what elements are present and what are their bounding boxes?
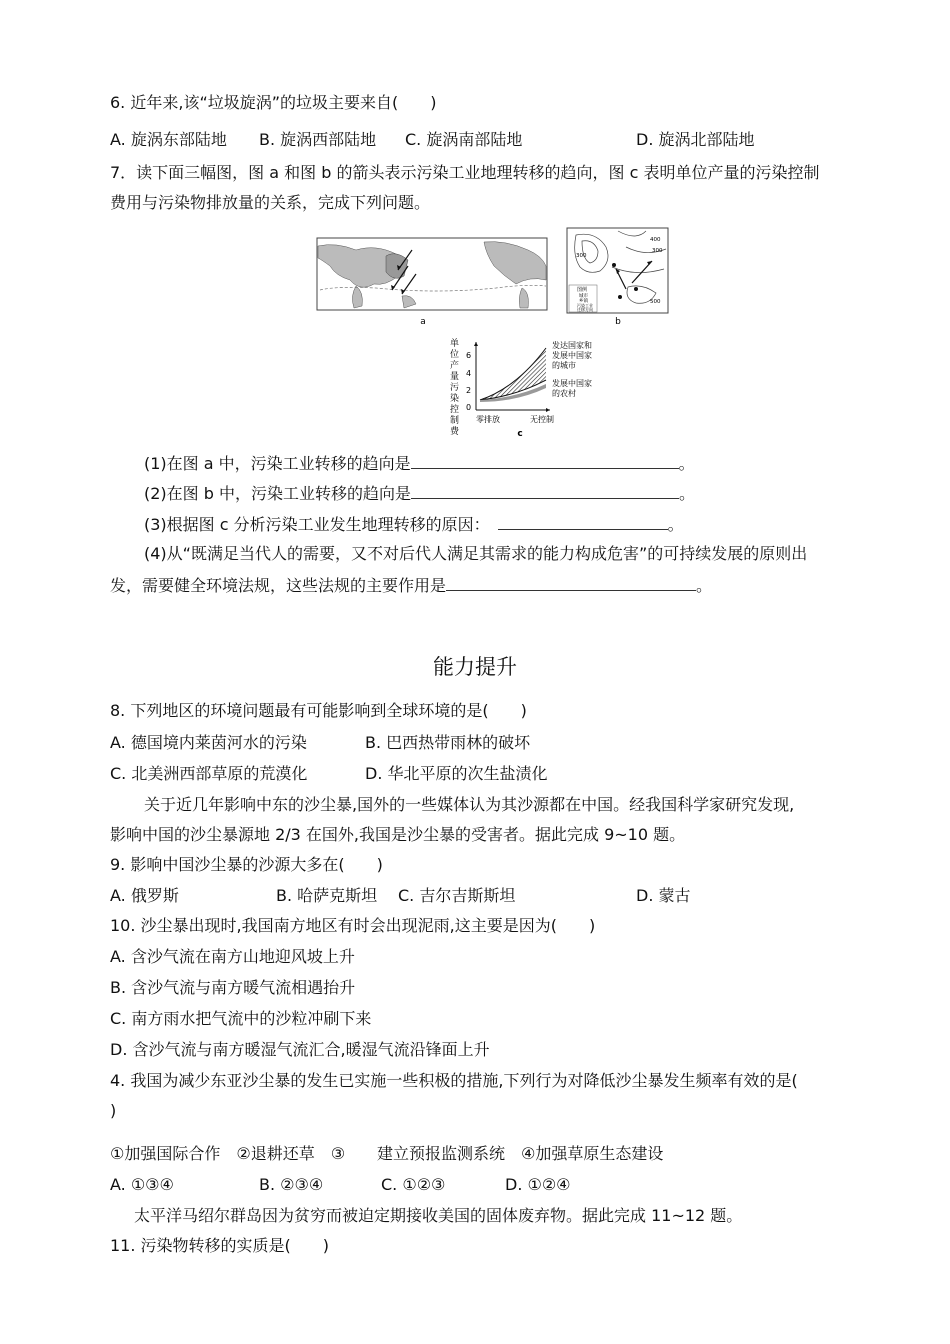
q7-stem-line1: 7．读下面三幅图，图 a 和图 b 的箭头表示污染工业地理转移的趋向，图 c 表明单位产量的污染控制 bbox=[110, 163, 820, 182]
legend-title: 图例 bbox=[577, 287, 588, 293]
figure-a-map bbox=[316, 236, 548, 328]
q10-option-a: A. 含沙气流在南方山地迎风坡上升 bbox=[110, 947, 355, 966]
q6-option-b: B. 旋涡西部陆地 bbox=[259, 130, 377, 149]
section-title: 能力提升 bbox=[433, 655, 517, 679]
passage1-line2: 影响中国的沙尘暴源地 2/3 在国外,我国是沙尘暴的受害者。据此完成 9~10 题。 bbox=[110, 825, 686, 844]
period: 。 bbox=[667, 515, 684, 534]
contour-label: 500 bbox=[650, 299, 661, 305]
x-label-right: 无控制 bbox=[530, 415, 554, 424]
q11-stem: 11. 污染物转移的实质是( ) bbox=[110, 1236, 330, 1255]
q8-option-a: A. 德国境内莱茵河水的污染 bbox=[110, 733, 307, 752]
q7-sub4-line2 bbox=[110, 574, 712, 597]
q4-option-a: A. ①③④ bbox=[110, 1175, 174, 1194]
q4-option-c: C. ①②③ bbox=[381, 1175, 446, 1194]
q7-sub2 bbox=[144, 482, 695, 505]
period: 。 bbox=[696, 576, 713, 595]
q4-option-d: D. ①②④ bbox=[505, 1175, 571, 1194]
figure-c-chart bbox=[446, 336, 624, 440]
answer-blank[interactable] bbox=[411, 452, 679, 469]
y-tick: 2 bbox=[466, 386, 472, 395]
figure-b-map bbox=[566, 227, 670, 327]
q6-option-a: A. 旋涡东部陆地 bbox=[110, 130, 227, 149]
contour-label: 400 bbox=[650, 237, 661, 243]
q7-sub1-text: (1)在图 a 中，污染工业转移的趋向是 bbox=[144, 454, 411, 473]
legend-industry: 污染工业 bbox=[577, 303, 593, 308]
q4-items: ①加强国际合作 ②退耕还草 ③ 建立预报监测系统 ④加强草原生态建设 bbox=[110, 1144, 664, 1163]
q10-option-d: D. 含沙气流与南方暖湿气流汇合,暖湿气流沿锋面上升 bbox=[110, 1040, 490, 1059]
contour-label: 300 bbox=[576, 253, 587, 259]
q4-option-b: B. ②③④ bbox=[259, 1175, 324, 1194]
q8-stem: 8. 下列地区的环境问题最有可能影响到全球环境的是( ) bbox=[110, 701, 527, 720]
q7-sub2-text: (2)在图 b 中，污染工业转移的趋向是 bbox=[144, 484, 411, 503]
q7-sub4-text: 发，需要健全环境法规，这些法规的主要作用是 bbox=[110, 576, 447, 595]
q9-option-b: B. 哈萨克斯坦 bbox=[276, 886, 378, 905]
curve1-label: 发达国家和发展中国家的城市 bbox=[552, 341, 592, 370]
q8-option-b: B. 巴西热带雨林的破坏 bbox=[365, 733, 531, 752]
period: 。 bbox=[678, 454, 695, 473]
legend-direction: 迁移方向 bbox=[577, 307, 593, 312]
figure-a-label: a bbox=[420, 317, 426, 327]
passage2: 太平洋马绍尔群岛因为贫穷而被迫定期接收美国的固体废弃物。据此完成 11~12 题。 bbox=[134, 1206, 743, 1225]
q10-option-c: C. 南方雨水把气流中的沙粒冲刷下来 bbox=[110, 1009, 372, 1028]
q9-option-d: D. 蒙古 bbox=[636, 886, 691, 905]
q9-option-c: C. 吉尔吉斯斯坦 bbox=[398, 886, 516, 905]
x-label-left: 零排放 bbox=[476, 415, 500, 424]
answer-blank[interactable] bbox=[411, 482, 679, 499]
q7-sub1 bbox=[144, 452, 695, 475]
figure-b-label: b bbox=[615, 317, 621, 327]
q9-option-a: A. 俄罗斯 bbox=[110, 886, 179, 905]
q4-stem-line2: ) bbox=[110, 1101, 117, 1120]
q8-option-d: D. 华北平原的次生盐渍化 bbox=[365, 764, 548, 783]
y-tick: 4 bbox=[466, 369, 472, 378]
passage1-line1: 关于近几年影响中东的沙尘暴,国外的一些媒体认为其沙源都在中国。经我国科学家研究发现, bbox=[144, 795, 795, 814]
q7-sub3-text: (3)根据图 c 分析污染工业发生地理转移的原因： bbox=[144, 515, 490, 534]
figure-c-label: c bbox=[517, 429, 523, 439]
q10-option-b: B. 含沙气流与南方暖气流相遇抬升 bbox=[110, 978, 356, 997]
q6-option-d: D. 旋涡北部陆地 bbox=[636, 130, 755, 149]
answer-blank[interactable] bbox=[498, 513, 668, 530]
q6-stem: 6. 近年来,该“垃圾旋涡”的垃圾主要来自( ) bbox=[110, 93, 437, 112]
legend-town: 乡镇 bbox=[579, 299, 588, 304]
q7-sub4-line1: (4)从“既满足当代人的需要，又不对后代人满足其需求的能力构成危害”的可持续发展的原则出 bbox=[144, 544, 808, 563]
q8-option-c: C. 北美洲西部草原的荒漠化 bbox=[110, 764, 308, 783]
period: 。 bbox=[679, 484, 696, 503]
answer-blank[interactable] bbox=[446, 574, 696, 591]
curve2-label: 发展中国家的农村 bbox=[552, 379, 592, 398]
q6-option-c: C. 旋涡南部陆地 bbox=[405, 130, 523, 149]
q7-sub3 bbox=[144, 513, 684, 536]
q7-stem-line2: 费用与污染物排放量的关系，完成下列问题。 bbox=[110, 193, 431, 212]
q10-stem: 10. 沙尘暴出现时,我国南方地区有时会出现泥雨,这主要是因为( ) bbox=[110, 916, 596, 935]
q9-stem: 9. 影响中国沙尘暴的沙源大多在( ) bbox=[110, 855, 383, 874]
contour-label: 300 bbox=[652, 248, 663, 254]
y-tick: 6 bbox=[466, 351, 472, 360]
figure-c-ylabel: 单位产 量污染 控制费 bbox=[450, 339, 460, 437]
legend-city: 城市 bbox=[579, 294, 588, 299]
q4-stem-line1: 4. 我国为减少东亚沙尘暴的发生已实施一些积极的措施,下列行为对降低沙尘暴发生频率有效的是( bbox=[110, 1071, 798, 1090]
y-tick: 0 bbox=[466, 403, 472, 412]
